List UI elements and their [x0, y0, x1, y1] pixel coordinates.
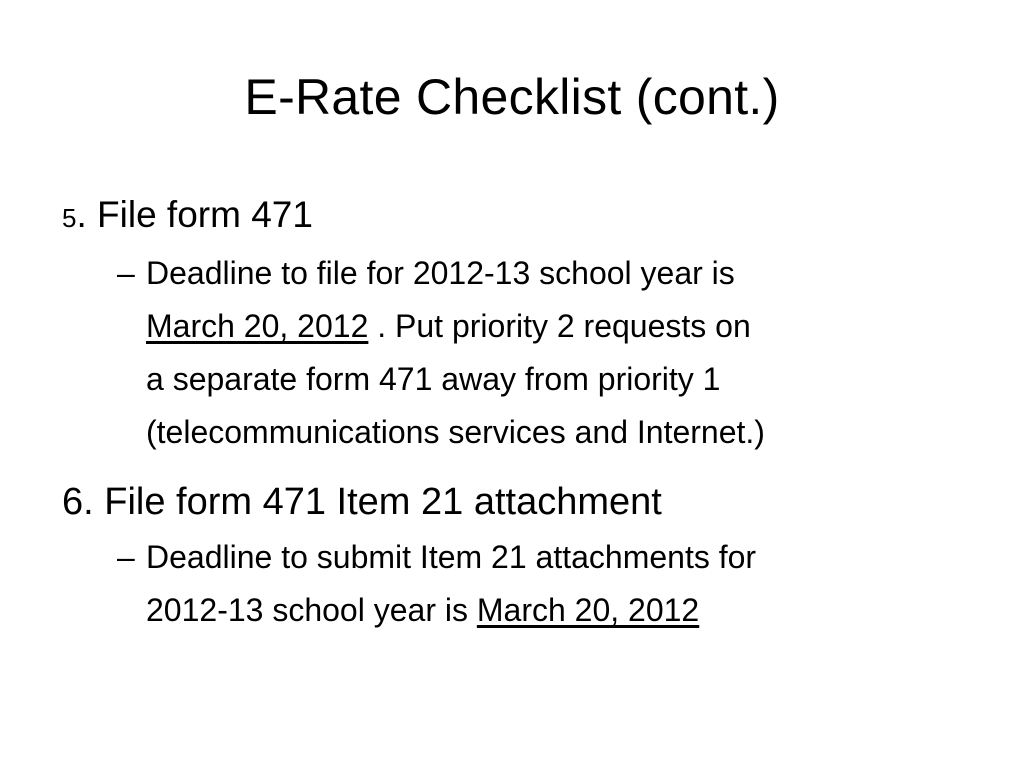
item-6-subpoint — [117, 531, 982, 637]
item-5-sub-line-4: (telecommunications services and Internet.) — [146, 414, 765, 450]
item-5-sub-line-2 — [146, 300, 982, 353]
item-5-heading — [62, 186, 982, 247]
item-6-sub-line-2 — [146, 584, 982, 637]
slide-body — [62, 186, 982, 637]
item-5-deadline-date: March 20, 2012 — [146, 308, 369, 344]
item-5-sub-line-1: Deadline to file for 2012-13 school year is — [146, 255, 735, 291]
item-6-deadline-date: March 20, 2012 — [476, 592, 700, 628]
item-6-heading — [62, 473, 982, 531]
dash-bullet-icon: – — [117, 539, 135, 575]
dash-bullet-icon: – — [117, 255, 135, 291]
checklist-item-5 — [62, 186, 982, 459]
item-6-heading-text: . File form 471 Item 21 attachment — [83, 481, 662, 523]
slide-title: E-Rate Checklist (cont.) — [244, 69, 780, 125]
item-5-heading-text: . File form 471 — [76, 194, 313, 235]
item-6-sub-line-1: Deadline to submit Item 21 attachments for — [146, 539, 757, 575]
item-5-subpoint — [117, 247, 982, 459]
item-6-sub-line-2-prefix: 2012-13 school year is — [146, 592, 477, 628]
item-5-sub-line-3: a separate form 471 away from priority 1 — [146, 361, 721, 397]
item-5-sub-line-2-rest: . Put priority 2 requests on — [368, 308, 751, 344]
checklist-item-6 — [62, 473, 982, 637]
item-5-number: 5 — [62, 203, 77, 233]
item-6-number: 6 — [62, 481, 84, 523]
